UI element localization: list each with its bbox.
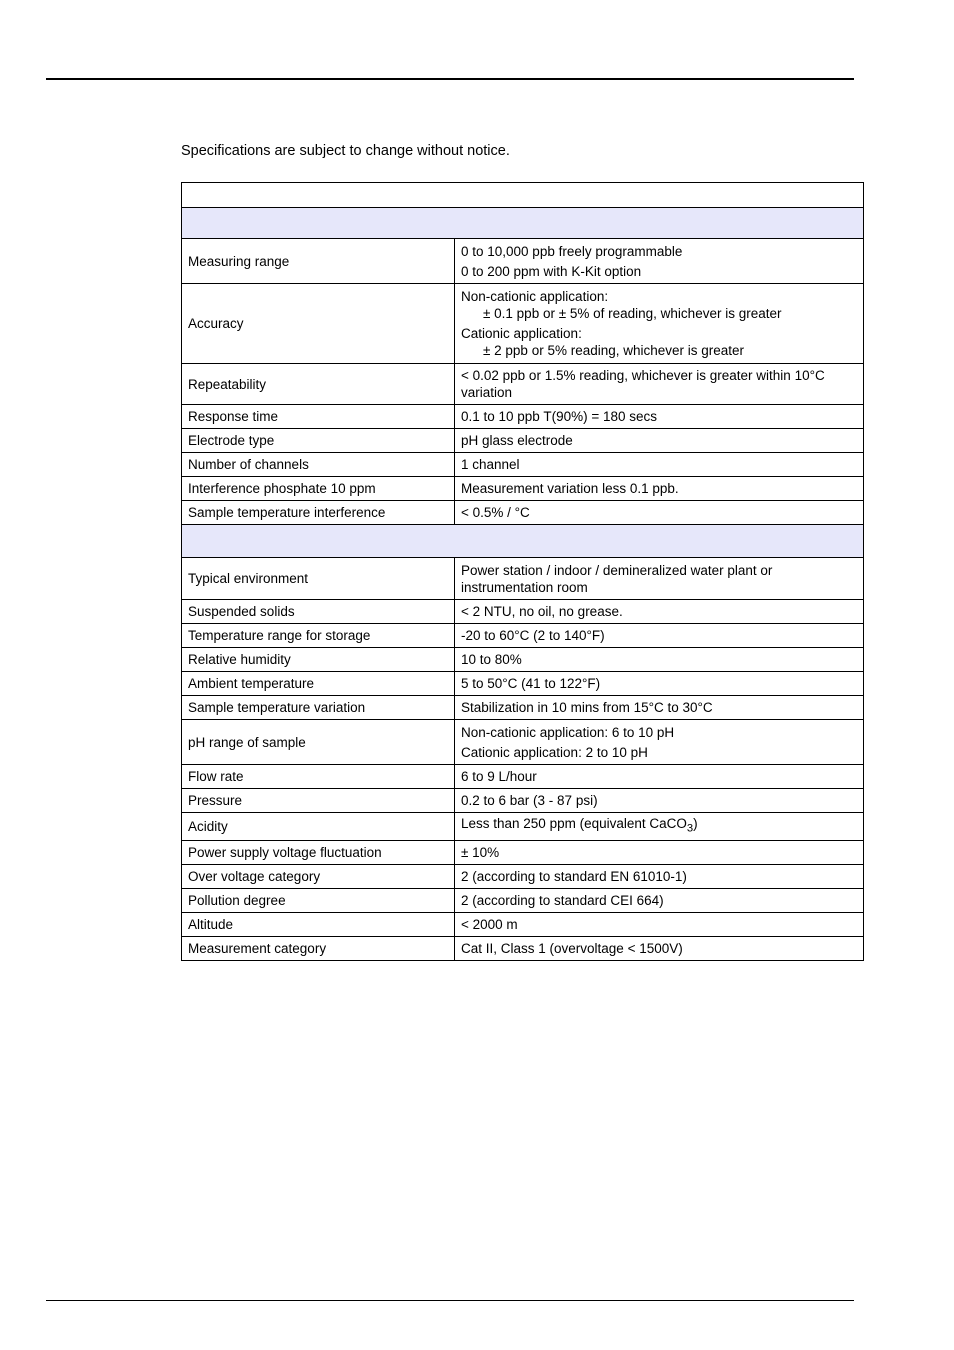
param-cell: Measurement category: [182, 936, 455, 960]
value-cell: 2 (according to standard CEI 664): [455, 888, 864, 912]
value-cell: Non-cationic application: 6 to 10 pH Cationic application: 2 to 10 pH: [455, 720, 864, 765]
param-cell: Power supply voltage fluctuation: [182, 840, 455, 864]
footer-rule: [46, 1300, 854, 1301]
table-row: [182, 558, 864, 600]
table-row: [182, 501, 864, 525]
table-row: [182, 936, 864, 960]
param-cell: Acidity: [182, 813, 455, 841]
table-row: [182, 364, 864, 405]
param-cell: Measuring range: [182, 239, 455, 284]
table-row: [182, 864, 864, 888]
value-cell: Non-cationic application: ± 0.1 ppb or ± 5% of reading, whichever is greater Cationic application: ± 2 ppb or 5% reading, whichever is greater: [455, 284, 864, 364]
table-row: [182, 600, 864, 624]
table-title-row: [182, 183, 864, 208]
table-row: [182, 813, 864, 841]
value-cell: Less than 250 ppm (equivalent CaCO$_3$): [455, 813, 864, 841]
table-row: [182, 696, 864, 720]
table-row: [182, 765, 864, 789]
param-cell: Number of channels: [182, 453, 455, 477]
value-cell: < 0.02 ppb or 1.5% reading, whichever is greater within 10°C variation: [455, 364, 864, 405]
value-cell: 0.1 to 10 ppb T(90%) = 180 secs: [455, 405, 864, 429]
section-header-row: [182, 525, 864, 558]
table-row: [182, 477, 864, 501]
param-cell: Altitude: [182, 912, 455, 936]
param-cell: Interference phosphate 10 ppm: [182, 477, 455, 501]
param-cell: Electrode type: [182, 429, 455, 453]
value-cell: 6 to 9 L/hour: [455, 765, 864, 789]
param-cell: Ambient temperature: [182, 672, 455, 696]
table-row: [182, 453, 864, 477]
table-row: [182, 405, 864, 429]
table-row: [182, 720, 864, 765]
param-cell: Sample temperature interference: [182, 501, 455, 525]
table-row: [182, 840, 864, 864]
param-cell: Pollution degree: [182, 888, 455, 912]
value-cell: -20 to 60°C (2 to 140°F): [455, 624, 864, 648]
param-cell: Flow rate: [182, 765, 455, 789]
value-cell: 10 to 80%: [455, 648, 864, 672]
value-cell: 0.2 to 6 bar (3 - 87 psi): [455, 789, 864, 813]
table-row: [182, 648, 864, 672]
value-cell: < 2 NTU, no oil, no grease.: [455, 600, 864, 624]
param-cell: Temperature range for storage: [182, 624, 455, 648]
value-cell: 0 to 10,000 ppb freely programmable 0 to 200 ppm with K-Kit option: [455, 239, 864, 284]
param-cell: Pressure: [182, 789, 455, 813]
table-row: [182, 912, 864, 936]
param-cell: Accuracy: [182, 284, 455, 364]
table-row: [182, 624, 864, 648]
value-cell: 1 channel: [455, 453, 864, 477]
value-cell: Power station / indoor / demineralized water plant or instrumentation room: [455, 558, 864, 600]
value-cell: < 2000 m: [455, 912, 864, 936]
header-rule: [46, 78, 854, 80]
param-cell: pH range of sample: [182, 720, 455, 765]
table-row: [182, 284, 864, 364]
param-cell: Suspended solids: [182, 600, 455, 624]
table-row: [182, 429, 864, 453]
table-row: [182, 789, 864, 813]
value-cell: Stabilization in 10 mins from 15°C to 30°C: [455, 696, 864, 720]
param-cell: Response time: [182, 405, 455, 429]
value-cell: pH glass electrode: [455, 429, 864, 453]
table-row: [182, 888, 864, 912]
value-cell: < 0.5% / °C: [455, 501, 864, 525]
param-cell: Relative humidity: [182, 648, 455, 672]
value-cell: Measurement variation less 0.1 ppb.: [455, 477, 864, 501]
param-cell: Repeatability: [182, 364, 455, 405]
value-cell: Cat II, Class 1 (overvoltage < 1500V): [455, 936, 864, 960]
table-row: [182, 239, 864, 284]
value-cell: 5 to 50°C (41 to 122°F): [455, 672, 864, 696]
section-header-row: [182, 208, 864, 239]
subscript: 3: [686, 822, 694, 835]
value-cell: 2 (according to standard EN 61010-1): [455, 864, 864, 888]
param-cell: Sample temperature variation: [182, 696, 455, 720]
param-cell: Typical environment: [182, 558, 455, 600]
table-row: [182, 672, 864, 696]
intro-text: Specifications are subject to change without notice.: [181, 143, 510, 159]
specifications-table: [181, 182, 864, 961]
value-cell: ± 10%: [455, 840, 864, 864]
param-cell: Over voltage category: [182, 864, 455, 888]
